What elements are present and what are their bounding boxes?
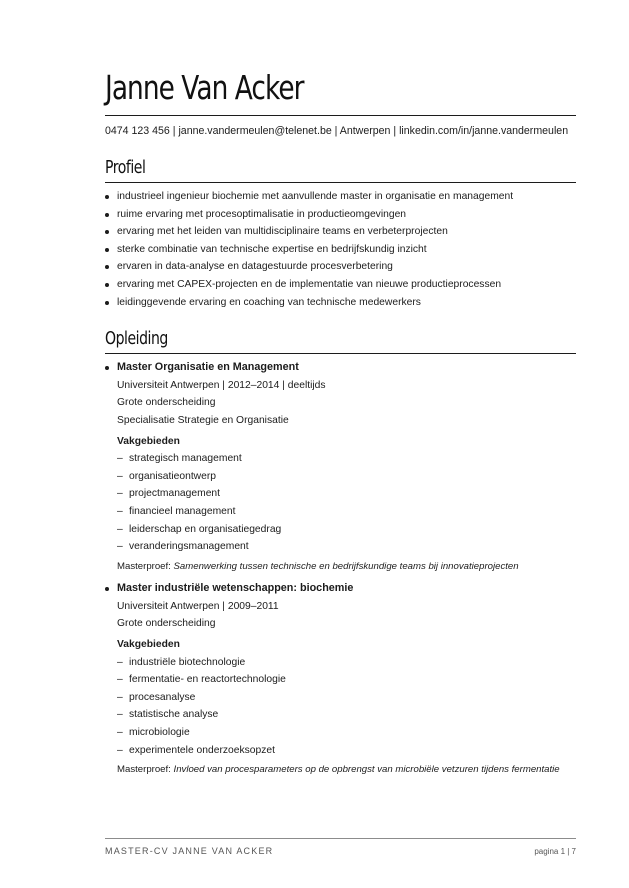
footer-document-title: MASTER-CV JANNE VAN ACKER bbox=[105, 846, 274, 856]
masterproef-title: Samenwerking tussen technische en bedrijfskundige teams bij innovatieprojecten bbox=[173, 560, 519, 572]
vakgebied-item: – strategisch management bbox=[117, 450, 576, 468]
footer-page-number: pagina 1 | 7 bbox=[534, 846, 576, 856]
education-detail: Specialisatie Strategie en Organisatie bbox=[117, 414, 289, 426]
masterproef-label: Masterproef: bbox=[117, 764, 174, 776]
section-divider-opleiding bbox=[105, 353, 576, 354]
header-divider bbox=[105, 115, 576, 116]
masterproef-label: Masterproef: bbox=[117, 560, 174, 572]
profiel-item: ervaring met CAPEX-projecten en de implementatie van nieuwe productieprocessen bbox=[105, 276, 576, 294]
vakgebied-item: – leiderschap en organisatiegedrag bbox=[117, 521, 576, 539]
profiel-item: sterke combinatie van technische expertise en bedrijfskundig inzicht bbox=[105, 241, 576, 259]
education-list bbox=[105, 359, 576, 779]
vakgebied-item: – veranderingsmanagement bbox=[117, 538, 576, 556]
masterproef-title: Invloed van procesparameters op de opbrengst van microbiële vetzuren tijdens fermentatie bbox=[173, 764, 560, 776]
profiel-item: leidinggevende ervaring en coaching van technische medewerkers bbox=[105, 294, 576, 312]
education-entry bbox=[105, 359, 576, 575]
vakgebied-item: – procesanalyse bbox=[117, 689, 576, 707]
education-detail: Universiteit Antwerpen | 2009–2011 bbox=[117, 600, 279, 612]
profiel-item: ervaring met het leiden van multidisciplinaire teams en verbeterprojecten bbox=[105, 223, 576, 241]
education-detail: Universiteit Antwerpen | 2012–2014 | deeltijds bbox=[117, 379, 326, 391]
education-entry bbox=[105, 580, 576, 779]
vakgebieden-list bbox=[117, 654, 576, 760]
vakgebieden-heading: Vakgebieden bbox=[117, 435, 180, 447]
vakgebied-item: – projectmanagement bbox=[117, 485, 576, 503]
section-title-profiel: Profiel bbox=[105, 157, 146, 178]
profiel-item: industrieel ingenieur biochemie met aanvullende master in organisatie en management bbox=[105, 188, 576, 206]
vakgebied-item: – financieel management bbox=[117, 503, 576, 521]
footer-row bbox=[105, 845, 576, 857]
footer-divider bbox=[105, 838, 576, 839]
degree-title: Master Organisatie en Management bbox=[117, 361, 299, 374]
vakgebieden-heading: Vakgebieden bbox=[117, 639, 180, 651]
vakgebied-item: – statistische analyse bbox=[117, 706, 576, 724]
vakgebied-item: – experimentele onderzoeksopzet bbox=[117, 742, 576, 760]
vakgebied-item: – organisatieontwerp bbox=[117, 468, 576, 486]
cv-content bbox=[105, 66, 576, 784]
vakgebied-item: – microbiologie bbox=[117, 724, 576, 742]
education-detail: Grote onderscheiding bbox=[117, 397, 216, 409]
page-footer bbox=[105, 838, 576, 857]
vakgebied-item: – industriële biotechnologie bbox=[117, 654, 576, 672]
section-divider-profiel bbox=[105, 182, 576, 183]
profiel-list bbox=[105, 188, 576, 311]
profiel-item: ervaren in data-analyse en datagestuurde procesverbetering bbox=[105, 258, 576, 276]
contact-line: 0474 123 456 | janne.vandermeulen@telenet.be | Antwerpen | linkedin.com/in/janne.vandermeulen bbox=[105, 125, 569, 137]
masterproef-line bbox=[117, 558, 576, 576]
profiel-item: ruime ervaring met procesoptimalisatie in productieomgevingen bbox=[105, 206, 576, 224]
candidate-name: Janne Van Acker bbox=[105, 68, 304, 107]
degree-title: Master industriële wetenschappen: biochemie bbox=[117, 582, 354, 595]
vakgebied-item: – fermentatie- en reactortechnologie bbox=[117, 671, 576, 689]
masterproef-line bbox=[117, 761, 576, 779]
education-detail: Grote onderscheiding bbox=[117, 618, 216, 630]
vakgebieden-list bbox=[117, 450, 576, 556]
section-title-opleiding: Opleiding bbox=[105, 328, 168, 350]
